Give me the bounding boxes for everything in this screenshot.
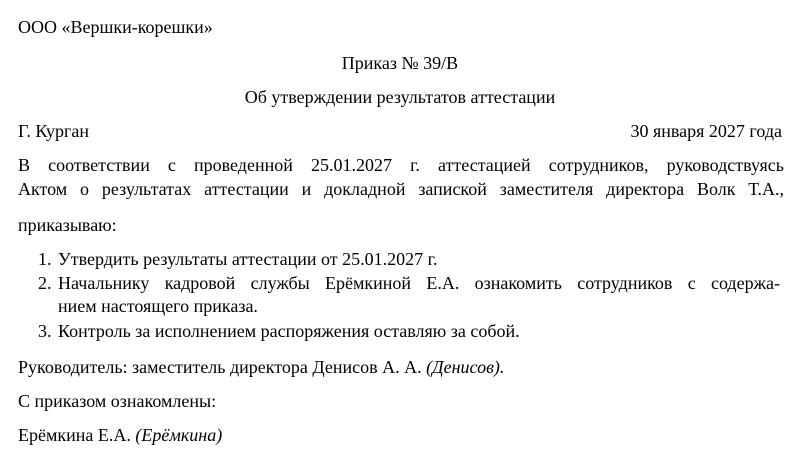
head-label: Руководитель: заместитель директора Денисов А. А. [18,357,422,377]
list-item-number: 2. [38,273,52,293]
order-title: Приказ № 39/В [341,53,459,73]
preamble-line-2: Актом о результатах аттестации и докладной запиской заместителя директора Волк Т.А., [18,179,784,199]
list-item [38,248,438,270]
list-item-text: Утвердить результаты аттестации от 25.01.2027 г. [58,249,438,269]
head-signature: (Денисов). [426,357,505,377]
list-item-continuation: нием настоящего приказа. [58,296,258,316]
preamble-line-1: В соответствии с проведенной 25.01.2027 г. аттестацией сотрудников, руководствуясь [18,155,784,175]
city: Г. Курган [18,121,90,141]
acquainted-label: С приказом ознакомлены: [18,391,217,411]
list-item-number: 3. [38,321,52,341]
employee-signature-line [18,424,222,446]
company-name: ООО «Вершки-корешки» [18,17,213,37]
order-subject: Об утверждении результатов аттестации [244,87,556,107]
list-item [38,320,520,342]
list-item [38,272,780,294]
list-item-text: Начальнику кадровой службы Ерёмкиной Е.А. ознакомить сотрудников с содержа- [58,273,780,293]
employee-name: Ерёмкина Е.А. [18,425,131,445]
employee-signature: (Ерёмкина) [135,425,223,445]
head-signature-line [18,356,504,378]
list-item-text: Контроль за исполнением распоряжения оставляю за собой. [58,321,520,341]
order-date: 30 января 2027 года [630,121,782,141]
list-item-number: 1. [38,249,52,269]
order-word: приказываю: [18,215,117,235]
